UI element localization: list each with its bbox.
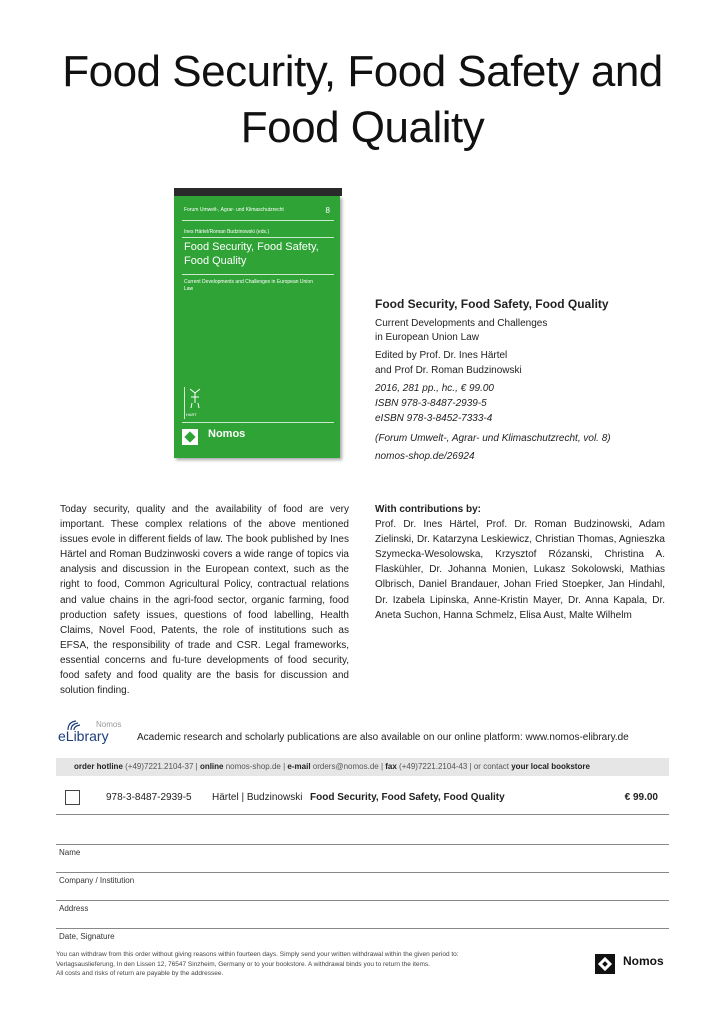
book-series: (Forum Umwelt-, Agrar- und Klimaschutzrecht, vol. 8) (375, 433, 611, 444)
divider (56, 814, 669, 815)
nomos-logo-icon (182, 429, 198, 445)
order-title: Food Security, Food Safety, Food Quality (310, 792, 505, 803)
footer-publisher: Nomos (623, 954, 664, 968)
contributors-list: Prof. Dr. Ines Härtel, Prof. Dr. Roman Budzinowski, Adam Zielinski, Dr. Katarzyna Leskiewicz, Christian Thomas, Agnieszka Szymecka-Wesolowska, Krzysztof Rózanski, Christina A. Flaskühler, Dr. Johanna Monien, Lukasz Sokolowski, Mathias Olbrisch, Daniel Brandauer, Johan Fried Stoepker, Jan Hindahl, Dr. Izabela Lipinska, Anne-Kristin Mayer, Dr. Anna Kapala, Dr. Aneta Suchon, Hanna Schmelz, Elisa Aust, Malte Wilhelm (375, 519, 665, 621)
book-subtitle-line: Current Developments and Challenges (375, 318, 548, 329)
name-field-line[interactable] (56, 844, 669, 845)
email-link[interactable]: orders@nomos.de (312, 762, 379, 771)
elibrary-text: Academic research and scholarly publications are also available on our online platform: www.nomos-elibrary.de (137, 732, 629, 743)
cover-subtitle: Current Developments and Challenges in European Union Law (184, 279, 313, 292)
name-label: Name (59, 848, 81, 857)
cover-editors: Ines Härtel/Roman Budzinowski (eds.) (184, 229, 270, 235)
footer-text (56, 950, 526, 979)
footer-line: You can withdraw from this order without giving reasons within fourteen days. Simply send your written withdrawal within the given period to: (56, 951, 459, 958)
book-editors (375, 348, 675, 378)
footer-line: Verlagsauslieferung, In den Lissen 12, 76547 Sinzheim, Germany or to your bookstore. A withdrawal binds you to return the items. (56, 960, 430, 968)
book-details: 2016, 281 pp., hc., € 99.00 (375, 383, 494, 394)
book-isbn: ISBN 978-3-8487-2939-5 (375, 398, 487, 409)
book-cover (174, 196, 340, 458)
cover-title: Food Security, Food Safety, Food Quality (184, 241, 319, 267)
company-field-line[interactable] (56, 872, 669, 873)
online-link[interactable]: nomos-shop.de (225, 762, 281, 771)
cover-divider (182, 220, 334, 221)
contributors-heading: With contributions by: (375, 504, 482, 515)
bookstore: your local bookstore (511, 762, 590, 771)
book-subtitle-line: in European Union Law (375, 332, 479, 343)
book-spine (174, 188, 342, 196)
signature-field-line[interactable] (56, 928, 669, 929)
book-subtitle (375, 317, 675, 345)
book-info (375, 296, 675, 464)
cover-divider (182, 274, 334, 275)
book-editors-line: and Prof Dr. Roman Budzinowski (375, 365, 522, 376)
elibrary-logo (58, 718, 130, 746)
book-title: Food Security, Food Safety, Food Quality (375, 297, 609, 311)
company-label: Company / Institution (59, 876, 135, 885)
order-checkbox[interactable] (65, 790, 80, 805)
order-bar: order hotline (+49)7221.2104-37 | online nomos-shop.de | e-mail orders@nomos.de | fax (+49)7221.2104-43 | or contact your local bookstore (56, 758, 669, 776)
hotline-number[interactable]: (+49)7221.2104-37 (125, 762, 194, 771)
order-isbn: 978-3-8487-2939-5 (106, 792, 192, 803)
cover-publisher: Nomos (208, 428, 246, 440)
fax-label: fax (385, 762, 397, 771)
email-label: e-mail (287, 762, 311, 771)
cover-volume: 8 (325, 206, 330, 215)
book-eisbn: eISBN 978-3-8452-7333-4 (375, 413, 493, 424)
shop-link[interactable]: nomos-shop.de/26924 (375, 451, 475, 462)
date-signature-label: Date, Signature (59, 932, 115, 941)
nomos-logo-icon (595, 954, 615, 974)
book-editors-line: Edited by Prof. Dr. Ines Härtel (375, 350, 508, 361)
order-price: € 99.00 (624, 792, 658, 803)
elibrary-brand: eLibrary (58, 728, 109, 744)
cover-emblem-label: HART (186, 412, 197, 417)
cover-series: Forum Umwelt-, Agrar- und Klimaschutzrecht (184, 207, 284, 213)
contributors (375, 502, 665, 623)
address-field-line[interactable] (56, 900, 669, 901)
address-label: Address (59, 904, 89, 913)
hotline-label: order hotline (74, 762, 123, 771)
fax-number: (+49)7221.2104-43 (399, 762, 468, 771)
book-description: Today security, quality and the availability of food are very important. These complex relations of the above mentioned issues evole in different fields of law. The book published by Ines Härtel and Roman Budzinwoski covers a wide range of topics via analysis and discussion in the European context, such as the right to food, Common Agricultural Policy, contractual relations and value chains in the agri-food sector, organic farming, food production safety issues, questions of food labelling, Health Claims, Novel Food, Patents, the role of institutions such as EFSA, the responsibility of trade and CSR. Legal frameworks, essential concerns and fu-ture developments of food security, food safety and food quality are the basis for discussion and solution finding. (60, 504, 349, 697)
page-title: Food Security, Food Safety and Food Quality (62, 47, 663, 152)
online-label: online (199, 762, 224, 771)
footer-line: All costs and risks of return are payable by the addressee. (56, 970, 224, 977)
elibrary-brand-small: Nomos (96, 720, 122, 729)
order-authors: Härtel | Budzinowski (212, 792, 303, 803)
cover-divider (182, 237, 334, 238)
cover-divider (182, 422, 334, 423)
or-contact: or contact (473, 762, 509, 771)
